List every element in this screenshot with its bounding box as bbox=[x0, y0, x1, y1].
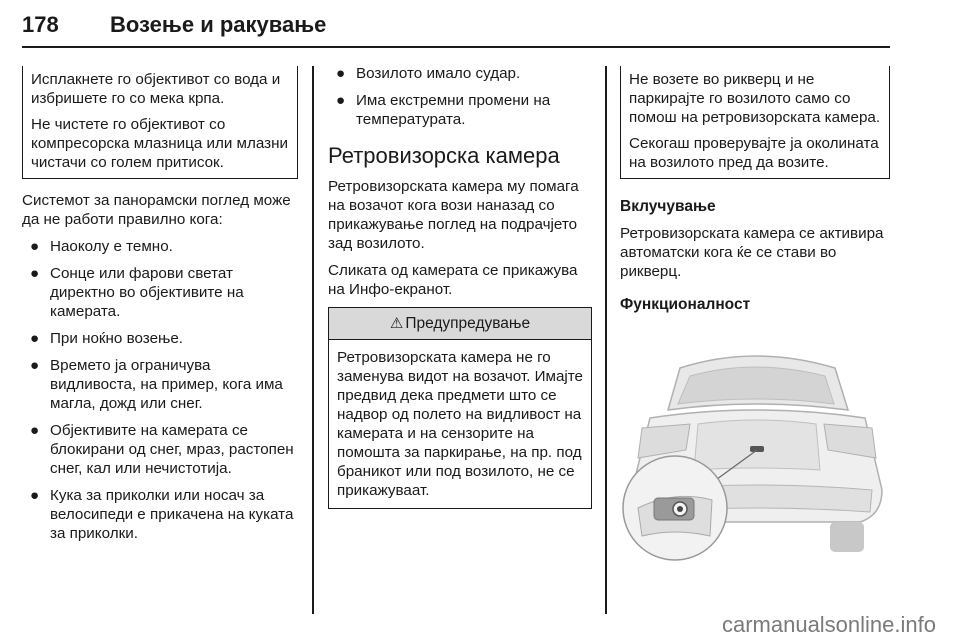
bullet-icon: ● bbox=[30, 265, 40, 282]
bullet-icon: ● bbox=[336, 92, 346, 109]
list-item: ● Сонце или фарови светат директно во објективите на камерата. bbox=[30, 265, 244, 320]
column-divider-2 bbox=[605, 66, 607, 614]
bullet-icon: ● bbox=[30, 238, 40, 255]
list-item: ● Има екстремни промени на температурата. bbox=[336, 92, 551, 128]
warning-header bbox=[329, 307, 591, 340]
list-item: ● Кука за приколки или носач за велосипеди е прикачена на куката за приколки. bbox=[30, 487, 294, 542]
column-1 bbox=[22, 66, 298, 551]
warning-title: Предупредување bbox=[405, 315, 531, 332]
bullet-icon: ● bbox=[336, 65, 346, 82]
notice-paragraph: Не чистете го објективот со компресорска млазница или млазни чистачи со голем притисок. bbox=[31, 116, 288, 171]
list-item: ● Наоколу е темно. bbox=[30, 238, 173, 255]
page-number: 178 bbox=[22, 12, 59, 37]
bullet-icon: ● bbox=[30, 330, 40, 347]
car-rear-drawing bbox=[620, 340, 890, 570]
list-item: ● Возилото имало судар. bbox=[336, 65, 521, 82]
watermark: carmanualsonline.info bbox=[721, 612, 936, 637]
limitations-intro: Системот за панорамски поглед може да не работи правилно кога: bbox=[22, 192, 291, 228]
cleaning-notice-box bbox=[22, 66, 298, 179]
warning-text: Ретровизорската камера не го заменува видот на возачот. Имајте предвид дека предмети што се надвор од полето на видливост на камерата и на сензорите на помошта за паркирање, на пр. под браникот или под возилото, не се прикажуваат. bbox=[337, 349, 583, 499]
body-paragraph: Ретровизорската камера се активира автоматски кога ќе се стави во рикверц. bbox=[620, 225, 884, 280]
warning-box bbox=[328, 307, 592, 509]
chapter-title: Возење и ракување bbox=[110, 12, 327, 37]
notice-paragraph: Не возете во рикверц и не паркирајте го возилото само со помош на ретровизорската камера. bbox=[629, 71, 881, 126]
bullet-icon: ● bbox=[30, 487, 40, 504]
reversing-notice-box bbox=[620, 66, 890, 179]
rear-camera-illustration bbox=[620, 340, 890, 570]
section-heading: Ретровизорска камера bbox=[328, 143, 560, 168]
column-divider-1 bbox=[312, 66, 314, 614]
notice-paragraph: Исплакнете го објективот со вода и избришете го со мека крпа. bbox=[31, 71, 281, 107]
column-3 bbox=[620, 66, 890, 322]
bullet-icon: ● bbox=[30, 422, 40, 439]
limitations-list bbox=[22, 237, 298, 543]
limitations-list-continued bbox=[328, 64, 592, 129]
subheading-activation: Вклучување bbox=[620, 198, 716, 215]
body-paragraph: Сликата од камерата се прикажува на Инфо-екранот. bbox=[328, 262, 578, 298]
column-2 bbox=[328, 64, 592, 509]
notice-paragraph: Секогаш проверувајте ја околината на возилото пред да возите. bbox=[629, 135, 879, 171]
list-item: ● Времето ја ограничува видливоста, на пример, кога има магла, дожд или снег. bbox=[30, 357, 283, 412]
list-item: ● При ноќно возење. bbox=[30, 330, 184, 347]
body-paragraph: Ретровизорската камера му помага на возачот кога вози наназад со прикажување поглед на подрачјето зад возилото. bbox=[328, 178, 579, 252]
bullet-icon: ● bbox=[30, 357, 40, 374]
subheading-functionality: Функционалност bbox=[620, 296, 751, 313]
page-header bbox=[22, 12, 890, 46]
warning-triangle-icon: ⚠ bbox=[389, 315, 404, 332]
list-item: ● Објективите на камерата се блокирани од снег, мраз, растопен снег, кал или нечистотија. bbox=[30, 422, 294, 477]
header-rule bbox=[22, 46, 890, 48]
